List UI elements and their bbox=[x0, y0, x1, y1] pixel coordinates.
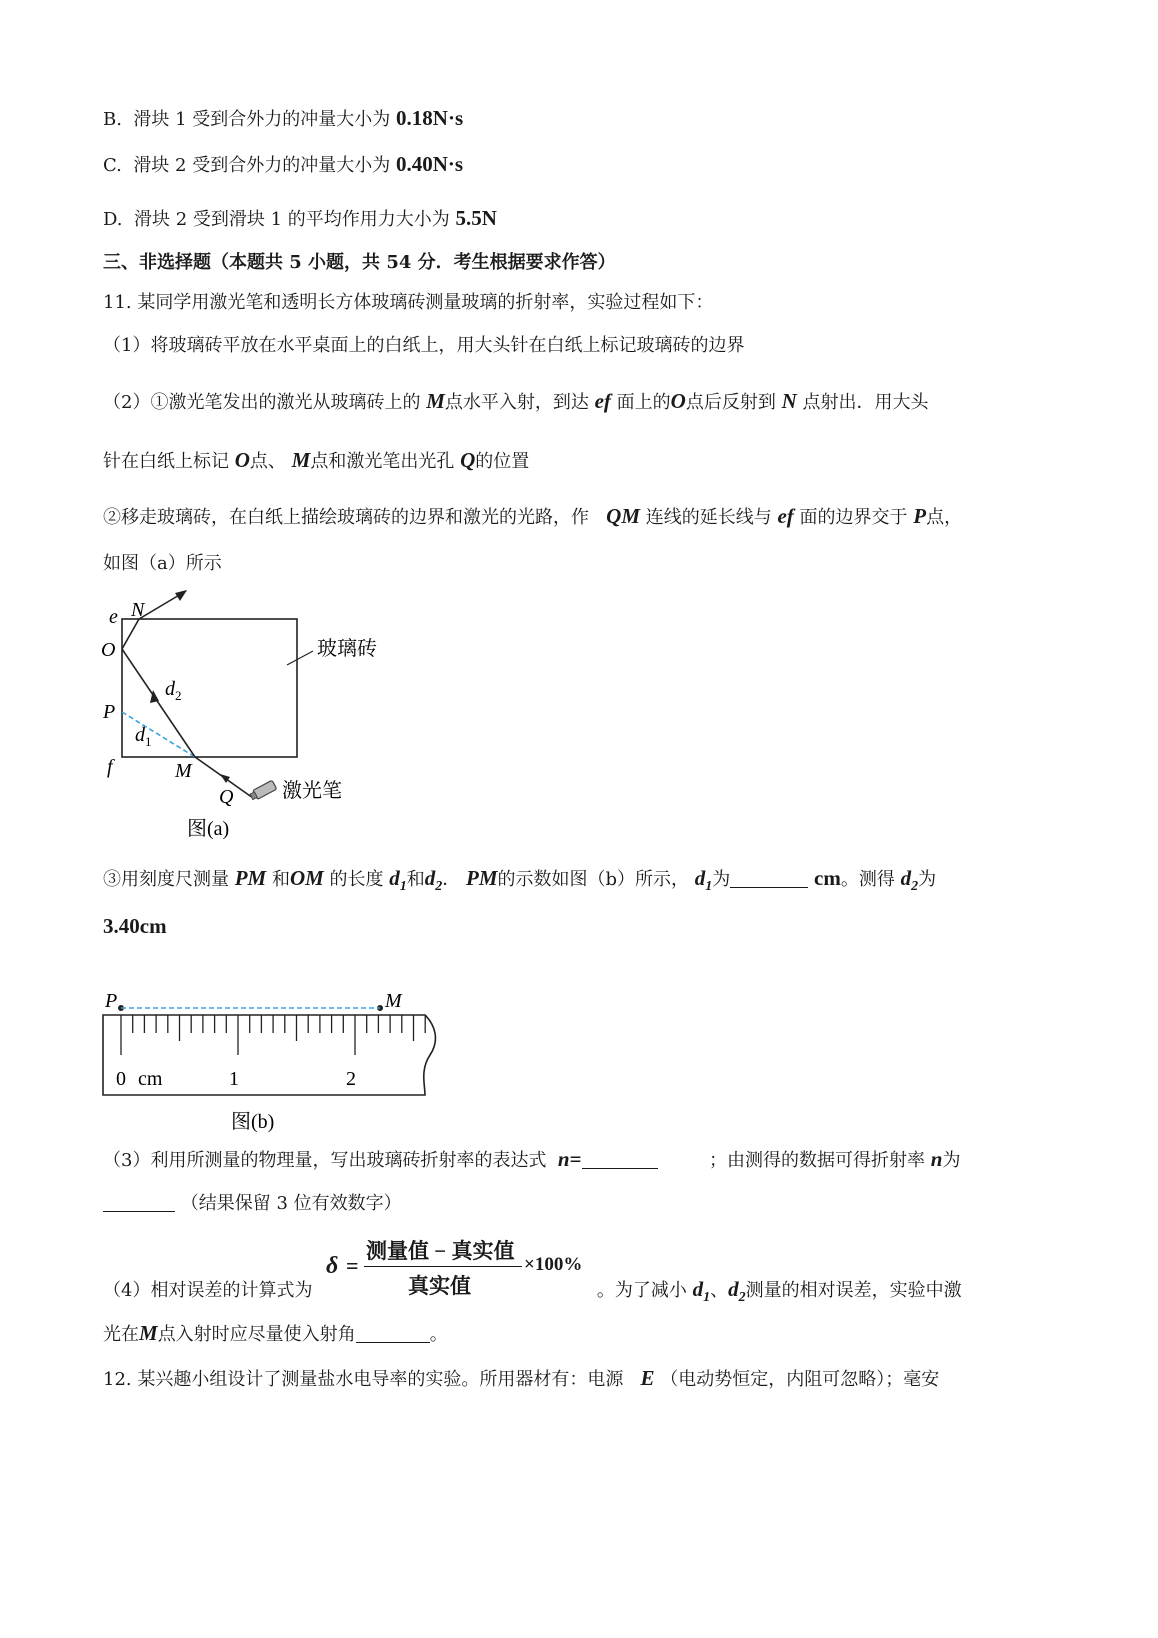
symbol-m: M bbox=[291, 448, 311, 472]
q11-step3b-line1: （3）利用所测量的物理量，写出玻璃砖折射率的表达式 n= ；由测得的数据可得折射率 n为 bbox=[103, 1147, 961, 1171]
symbol-n: n bbox=[930, 1147, 943, 1171]
label-d2: $d_2$ bbox=[165, 678, 182, 703]
option-d bbox=[103, 206, 497, 232]
symbol-d1: $d_1$ bbox=[692, 1277, 711, 1305]
symbol-d1: $d_1$ bbox=[389, 866, 407, 894]
option-c-label: C. bbox=[103, 155, 122, 176]
ray-on bbox=[122, 619, 139, 649]
symbol-m: M bbox=[139, 1321, 158, 1345]
symbol-m: M bbox=[426, 389, 445, 413]
option-c-text: 滑块 2 受到合外力的冲量大小为 bbox=[133, 155, 391, 176]
fraction-bar bbox=[364, 1266, 522, 1267]
q11-step2b-line1: ②移走玻璃砖，在白纸上描绘玻璃砖的边界和激光的光路，作 QM 连线的延长线与 ef 面的边界交于 P点， bbox=[103, 504, 963, 528]
label-d1: $d_1$ bbox=[135, 724, 152, 749]
ruler-tick-2: 2 bbox=[346, 1068, 356, 1090]
symbol-n: n bbox=[557, 1147, 570, 1171]
laser-pen-icon bbox=[249, 780, 277, 801]
q11-step3b-line2: （结果保留 3 位有效数字） bbox=[103, 1192, 402, 1216]
symbol-d1: $d_1$ bbox=[694, 866, 713, 894]
answer-blank-n-value[interactable] bbox=[103, 1193, 175, 1212]
q11-step4-line1: （4）相对误差的计算式为 。为了减小 $d_1$、$d_2$测量的相对误差，实验中激 bbox=[103, 1277, 962, 1305]
ruler-ticks bbox=[121, 1015, 425, 1055]
option-d-label: D. bbox=[103, 209, 123, 230]
symbol-delta: δ bbox=[326, 1253, 339, 1279]
q11-step2b-line2: 如图（a）所示 bbox=[103, 553, 222, 574]
d2-value: 3.40cm bbox=[103, 914, 167, 938]
q11-step3-line1: ③用刻度尺测量 PM 和OM 的长度 $d_1$和$d_2$． PM的示数如图（b）所示， $d_1$为 cm。测得 $d_2$为 bbox=[103, 866, 937, 894]
symbol-o: O bbox=[234, 448, 250, 472]
option-c bbox=[103, 152, 463, 178]
ruler-label-m: M bbox=[385, 990, 402, 1012]
ruler-unit: cm bbox=[138, 1068, 163, 1090]
q12-line1: 12. 某兴趣小组设计了测量盐水电导率的实验。所用器材有：电源 E （电动势恒定，内阻可忽略）；毫安 bbox=[103, 1366, 940, 1390]
label-e: e bbox=[109, 606, 118, 628]
label-m: M bbox=[175, 760, 192, 782]
ruler-tick-1: 1 bbox=[229, 1068, 239, 1090]
symbol-d2: $d_2$ bbox=[728, 1277, 746, 1305]
ruler-label-p: P bbox=[105, 990, 118, 1012]
symbol-pm: PM bbox=[234, 866, 267, 890]
symbol-pm: PM bbox=[466, 866, 498, 890]
symbol-qm: QM bbox=[606, 504, 641, 528]
symbol-q: Q bbox=[460, 448, 476, 472]
answer-blank-n-expression[interactable] bbox=[582, 1150, 658, 1169]
option-b-label: B. bbox=[103, 109, 122, 130]
symbol-e: E bbox=[640, 1366, 655, 1390]
option-b bbox=[103, 106, 463, 132]
option-b-value: 0.18N·s bbox=[396, 106, 464, 130]
figure-a bbox=[95, 585, 385, 840]
dashed-line-pm bbox=[122, 712, 195, 757]
symbol-d2: $d_2$ bbox=[900, 866, 919, 894]
label-f: f bbox=[107, 756, 113, 778]
option-b-text: 滑块 1 受到合外力的冲量大小为 bbox=[133, 109, 391, 130]
section-heading: 三、非选择题（本题共 5 小题，共 54 分．考生根据要求作答） bbox=[103, 252, 616, 273]
symbol-ef: ef bbox=[777, 504, 794, 528]
q11-step2-line1: （2）①激光笔发出的激光从玻璃砖上的 M点水平入射，到达 ef 面上的O点后反射到 N 点射出．用大头 bbox=[103, 389, 929, 413]
label-n: N bbox=[131, 599, 145, 621]
ray-mo bbox=[122, 649, 195, 757]
symbol-p: P bbox=[913, 504, 927, 528]
figure-b-caption: 图(b) bbox=[231, 1111, 275, 1133]
ruler-tick-0: 0 bbox=[116, 1068, 126, 1090]
option-d-text: 滑块 2 受到滑块 1 的平均作用力大小为 bbox=[133, 209, 450, 230]
option-c-value: 0.40N·s bbox=[395, 152, 464, 176]
q11-step1: （1）将玻璃砖平放在水平桌面上的白纸上，用大头针在白纸上标记玻璃砖的边界 bbox=[103, 335, 745, 356]
unit-cm: cm bbox=[814, 866, 841, 890]
symbol-n: N bbox=[781, 389, 797, 413]
symbol-o: O bbox=[670, 389, 686, 413]
formula-denominator: 真实值 bbox=[408, 1274, 471, 1298]
arrow-n-out bbox=[175, 590, 187, 601]
label-p: P bbox=[103, 701, 116, 723]
q11-intro: 11. 某同学用激光笔和透明长方体玻璃砖测量玻璃的折射率，实验过程如下： bbox=[103, 292, 714, 313]
figure-a-caption: 图(a) bbox=[187, 818, 230, 840]
q11-step4-line2: 光在M点入射时应尽量使入射角 。 bbox=[103, 1321, 448, 1345]
answer-blank-angle[interactable] bbox=[356, 1324, 430, 1343]
formula-times-100: ×100% bbox=[524, 1254, 583, 1275]
symbol-ef: ef bbox=[594, 389, 611, 413]
figure-b-ruler bbox=[95, 985, 440, 1135]
glass-label: 玻璃砖 bbox=[317, 638, 377, 660]
formula-numerator: 测量值 − 真实值 bbox=[366, 1239, 515, 1263]
answer-blank-d1[interactable] bbox=[730, 869, 808, 888]
glass-label-leader bbox=[287, 651, 313, 665]
q11-step2-line2: 针在白纸上标记 O点、 M点和激光笔出光孔 Q的位置 bbox=[103, 448, 530, 472]
symbol-d2: $d_2$ bbox=[424, 866, 443, 894]
formula-equals: = bbox=[346, 1253, 359, 1278]
option-d-value: 5.5N bbox=[455, 206, 497, 230]
laser-label: 激光笔 bbox=[282, 780, 342, 802]
symbol-om: OM bbox=[289, 866, 324, 890]
label-q: Q bbox=[219, 786, 234, 808]
label-o: O bbox=[101, 639, 116, 661]
